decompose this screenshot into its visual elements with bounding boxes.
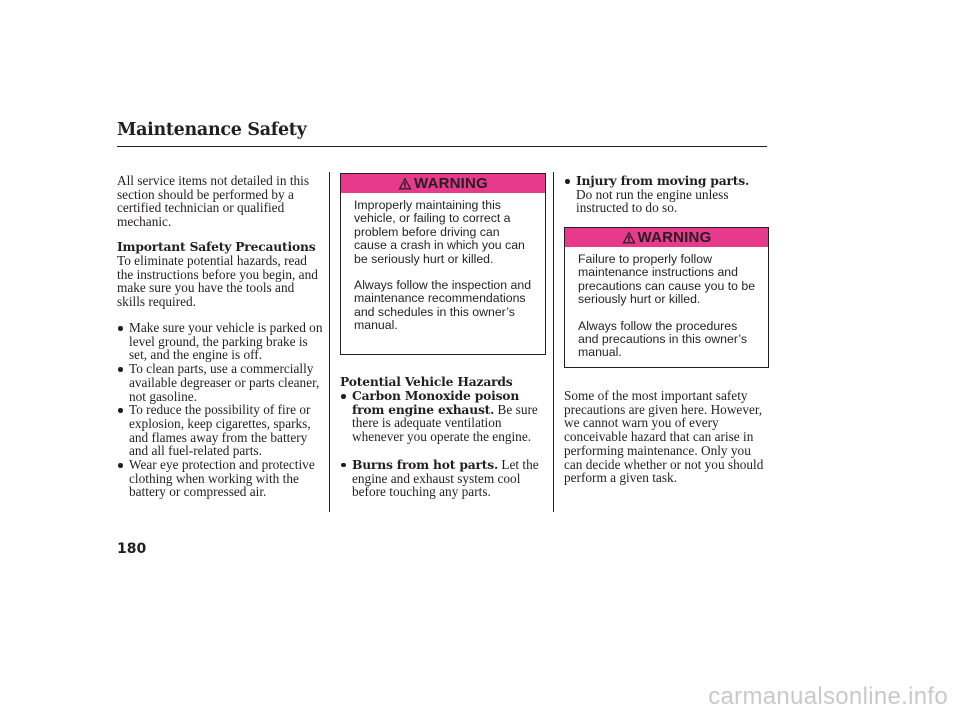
intro-paragraph bbox=[117, 174, 322, 229]
list-item: Make sure your vehicle is parked on level ground, the parking brake is set, and the engine is off. bbox=[117, 321, 327, 362]
warning-triangle-icon bbox=[622, 231, 636, 244]
safety-note-paragraph bbox=[564, 389, 769, 485]
precautions-list bbox=[117, 321, 327, 499]
list-item: Wear eye protection and protective clothing when working with the battery or compressed air. bbox=[117, 458, 327, 499]
warning-text: Improperly maintaining this vehicle, or failing to correct a problem before driving can cause a crash in which you can be seriously hurt or killed. bbox=[354, 198, 525, 266]
warning-box-procedures bbox=[564, 227, 769, 368]
hazard-text: Let the engine and exhaust system cool before touching any parts. bbox=[352, 456, 539, 500]
warning-label: WARNING bbox=[637, 229, 712, 246]
vehicle-hazards-heading: Potential Vehicle Hazards bbox=[340, 374, 513, 389]
precautions-text: To eliminate potential hazards, read the instructions before you begin, and make sure you have the tools and skills required. bbox=[117, 253, 318, 310]
precautions-paragraph bbox=[117, 254, 322, 309]
warning-triangle-icon bbox=[398, 177, 412, 190]
safety-precautions-heading: Important Safety Precautions bbox=[117, 239, 316, 254]
list-item bbox=[564, 174, 764, 215]
warning-header bbox=[565, 228, 768, 247]
warning-body bbox=[341, 193, 545, 341]
warning-text: Always follow the inspection and maintenance recommendations and schedules in this owner’s manual. bbox=[354, 278, 532, 333]
title-rule bbox=[117, 146, 767, 147]
column-divider-2 bbox=[553, 172, 554, 512]
list-item bbox=[340, 389, 550, 444]
list-item bbox=[340, 458, 550, 499]
moving-parts-item bbox=[564, 174, 764, 215]
column-divider-1 bbox=[329, 172, 330, 512]
page-title: Maintenance Safety bbox=[117, 120, 307, 140]
warning-box-maintenance bbox=[340, 173, 546, 355]
warning-text: Always follow the procedures and precautions in this owner’s manual. bbox=[578, 318, 748, 360]
hazard-text: Be sure there is adequate ventilation whenever you operate the engine. bbox=[352, 401, 538, 445]
hazard-title: Burns from hot parts. bbox=[352, 456, 499, 472]
hazards-list bbox=[340, 389, 550, 499]
list-item: To clean parts, use a commercially available degreaser or parts cleaner, not gasoline. bbox=[117, 362, 327, 403]
warning-body bbox=[565, 247, 768, 368]
warning-label: WARNING bbox=[414, 175, 488, 192]
warning-text: Failure to properly follow maintenance instructions and precautions can cause you to be seriously hurt or killed. bbox=[578, 252, 756, 307]
safety-note-text: Some of the most important safety precautions are given here. However, we cannot warn you of every conceivable hazard that can arise in performing maintenance. Only you can decide whether or not you should perform a given task. bbox=[564, 388, 764, 486]
list-item: To reduce the possibility of fire or explosion, keep cigarettes, sparks, and flames away from the battery and all fuel-related parts. bbox=[117, 403, 327, 458]
page-number: 180 bbox=[117, 541, 147, 557]
intro-text: All service items not detailed in this section should be performed by a certified technician or qualified mechanic. bbox=[117, 173, 310, 230]
hazard-title: Injury from moving parts. bbox=[576, 173, 750, 188]
watermark: carmanualsonline.info bbox=[708, 683, 948, 710]
hazard-title: Carbon Monoxide poison from engine exhaust. bbox=[352, 388, 520, 417]
hazard-text: Do not run the engine unless instructed to do so. bbox=[576, 186, 729, 216]
warning-header bbox=[341, 174, 545, 193]
